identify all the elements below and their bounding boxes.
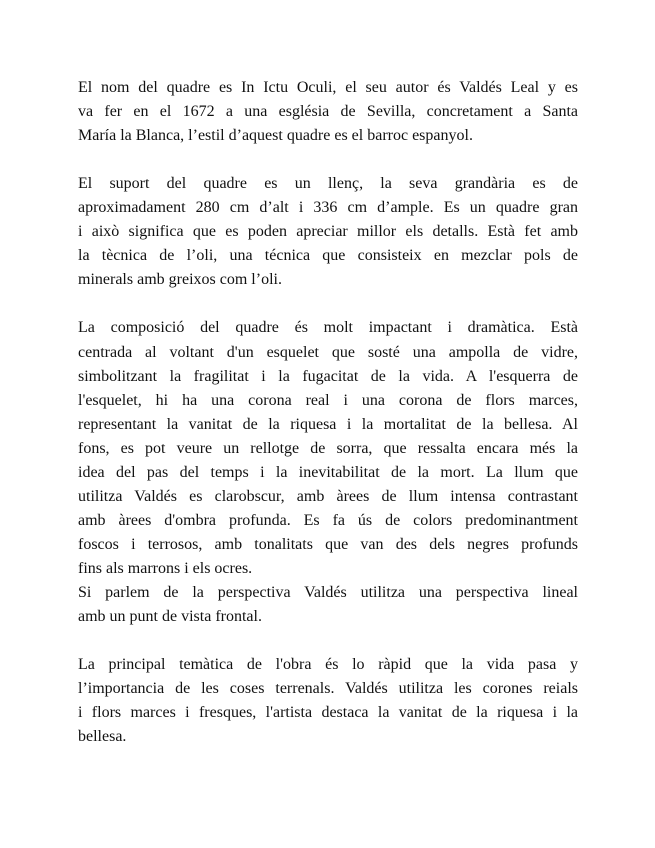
text-line: fons, es pot veure un rellotge de sorra, que ressalta encara més la — [78, 439, 578, 457]
paragraph — [78, 581, 578, 629]
text-line: El nom del quadre es In Ictu Oculi, el seu autor és Valdés Leal y es — [78, 79, 578, 96]
text-line: simbolitzant la fragilitat i la fugacitat de la vida. A l'esquerra de — [78, 367, 578, 385]
paragraph — [78, 316, 578, 581]
text-line: amb un punt de vista frontal. — [78, 608, 262, 626]
text-line: El suport del quadre es un llenç, la seva grandària es de — [78, 175, 578, 193]
text-line: l’importancia de les coses terrenals. Valdés utilitza les corones reials — [78, 680, 578, 698]
text-line: i flors marces i fresques, l'artista destaca la vanitat de la riquesa i la — [78, 704, 578, 722]
text-line: representant la vanitat de la riquesa i la mortalitat de la bellesa. Al — [78, 415, 578, 433]
text-line: La composició del quadre és molt impactant i dramàtica. Està — [78, 319, 578, 337]
text-line: la tècnica de l’oli, una técnica que consisteix en mezclar pols de — [78, 247, 578, 265]
text-line: Si parlem de la perspectiva Valdés utilitza una perspectiva lineal — [78, 583, 578, 601]
text-line: foscos i terrosos, amb tonalitats que van des dels negres profunds — [78, 535, 578, 553]
text-line: i això significa que es poden apreciar millor els detalls. Està fet amb — [78, 223, 578, 241]
text-line: centrada al voltant d'un esquelet que sosté una ampolla de vidre, — [78, 343, 578, 361]
text-line: María la Blanca, l’estil d’aquest quadre es el barroc espanyol. — [78, 127, 473, 145]
text-line: aproximadament 280 cm d’alt i 336 cm d’ample. Es un quadre gran — [78, 199, 578, 217]
text-line: va fer en el 1672 a una església de Sevilla, concretament a Santa — [78, 103, 578, 121]
text-line: minerals amb greixos com l’oli. — [78, 271, 282, 289]
text-line: La principal temàtica de l'obra és lo ràpid que la vida pasa y — [78, 656, 578, 674]
text-line: l'esquelet, hi ha una corona real i una corona de flors marces, — [78, 391, 578, 409]
text-line: bellesa. — [78, 728, 127, 746]
document-page — [78, 76, 578, 773]
text-line: fins als marrons i els ocres. — [78, 559, 253, 577]
text-line: amb àrees d'ombra profunda. Es fa ús de colors predominantment — [78, 511, 578, 529]
paragraph — [78, 172, 578, 292]
paragraph — [78, 653, 578, 749]
text-line: utilitza Valdés es clarobscur, amb àrees de llum intensa contrastant — [78, 487, 578, 505]
text-line: idea del pas del temps i la inevitabilitat de la mort. La llum que — [78, 463, 578, 481]
paragraph — [78, 76, 578, 148]
